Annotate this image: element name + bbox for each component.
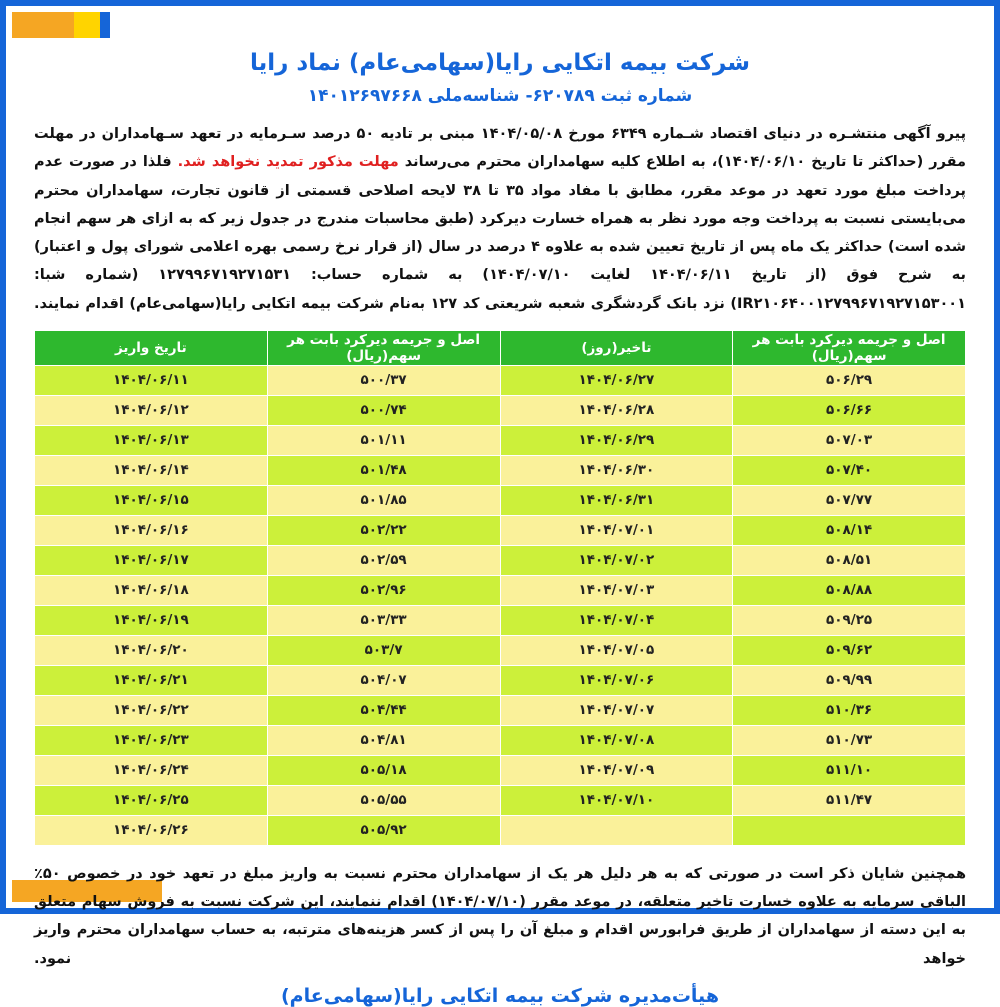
- table-cell: ۱۴۰۴/۰۶/۱۷: [35, 545, 268, 575]
- table-cell: ۱۴۰۴/۰۶/۳۰: [500, 455, 733, 485]
- table-cell: ۵۰۵/۹۲: [267, 815, 500, 845]
- penalty-table: [34, 330, 966, 846]
- table-header-cell-2: اصل و جریمه دیرکرد بابت هر سهم(ریال): [267, 330, 500, 365]
- table-cell: ۵۰۴/۸۱: [267, 725, 500, 755]
- table-row: [35, 545, 966, 575]
- table-row: [35, 365, 966, 395]
- table-header-cell-1: تاخیر(روز): [500, 330, 733, 365]
- table-cell: ۵۰۷/۴۰: [733, 455, 966, 485]
- table-cell: ۱۴۰۴/۰۷/۱۰: [500, 785, 733, 815]
- table-cell: ۵۰۰/۷۴: [267, 395, 500, 425]
- table-cell: ۱۴۰۴/۰۶/۲۱: [35, 665, 268, 695]
- table-cell: ۱۴۰۴/۰۶/۲۸: [500, 395, 733, 425]
- table-cell: ۱۴۰۴/۰۷/۰۳: [500, 575, 733, 605]
- table-cell: ۵۰۹/۶۲: [733, 635, 966, 665]
- table-cell: ۵۰۴/۰۷: [267, 665, 500, 695]
- table-cell: ۱۴۰۴/۰۶/۲۳: [35, 725, 268, 755]
- table-cell: ۵۰۷/۷۷: [733, 485, 966, 515]
- table-cell: ۵۰۴/۴۴: [267, 695, 500, 725]
- paragraph-part-one: پیرو آگهی منتشـره در دنیای اقتصاد شـماره ۶۳۴۹ مورخ ۱۴۰۴/۰۵/۰۸ مبنی بر تادیه ۵۰ درصد سـرمایه در تعهد سـهامداران در مهلت مقرر (حداکثر تا تاریخ ۱۴۰۴/۰۶/۱۰)، به اطلاع کلیه سهامداران محترم می‌رساند: [34, 126, 967, 171]
- table-row: [35, 425, 966, 455]
- table-row: [35, 515, 966, 545]
- table-row: [35, 485, 966, 515]
- signature-line: هیأت‌مدیره شرکت بیمه اتکایی رایا(سهامی‌عام): [280, 984, 719, 1007]
- penalty-table-wrapper: [34, 330, 966, 846]
- corner-decoration-yellow: [74, 12, 100, 38]
- table-cell: ۱۴۰۴/۰۶/۲۰: [35, 635, 268, 665]
- table-row: [35, 695, 966, 725]
- table-row: [35, 815, 966, 845]
- table-cell: ۱۴۰۴/۰۷/۰۲: [500, 545, 733, 575]
- table-cell: ۵۰۸/۵۱: [733, 545, 966, 575]
- table-cell: [500, 815, 733, 845]
- table-row: [35, 725, 966, 755]
- table-cell: ۱۴۰۴/۰۶/۱۹: [35, 605, 268, 635]
- table-cell: ۱۴۰۴/۰۶/۲۵: [35, 785, 268, 815]
- table-row: [35, 575, 966, 605]
- table-cell: [733, 815, 966, 845]
- table-cell: ۵۱۰/۳۶: [733, 695, 966, 725]
- table-cell: ۱۴۰۴/۰۶/۱۱: [35, 365, 268, 395]
- table-cell: ۵۰۸/۸۸: [733, 575, 966, 605]
- table-cell: ۵۰۱/۴۸: [267, 455, 500, 485]
- table-cell: ۵۰۲/۹۶: [267, 575, 500, 605]
- corner-decoration-orange: [12, 12, 74, 38]
- table-cell: ۵۰۹/۹۹: [733, 665, 966, 695]
- table-header-row: [35, 330, 966, 365]
- table-cell: ۵۱۰/۷۳: [733, 725, 966, 755]
- table-cell: ۱۴۰۴/۰۶/۲۶: [35, 815, 268, 845]
- document-content: [12, 38, 988, 1007]
- table-cell: ۵۰۸/۱۴: [733, 515, 966, 545]
- table-cell: ۱۴۰۴/۰۶/۲۹: [500, 425, 733, 455]
- table-row: [35, 395, 966, 425]
- table-row: [35, 455, 966, 485]
- table-cell: ۱۴۰۴/۰۶/۲۴: [35, 755, 268, 785]
- table-cell: ۱۴۰۴/۰۶/۲۷: [500, 365, 733, 395]
- table-cell: ۱۴۰۴/۰۶/۱۸: [35, 575, 268, 605]
- table-header-cell-3: تاریخ واریز: [35, 330, 268, 365]
- paragraph-highlight: مهلت مذکور تمدید نخواهد شد.: [177, 154, 399, 171]
- table-cell: ۱۴۰۴/۰۶/۱۶: [35, 515, 268, 545]
- table-cell: ۵۰۵/۱۸: [267, 755, 500, 785]
- corner-decoration-blue: [100, 12, 110, 38]
- table-cell: ۱۴۰۴/۰۶/۱۵: [35, 485, 268, 515]
- table-body: [35, 365, 966, 845]
- table-row: [35, 665, 966, 695]
- table-cell: ۵۱۱/۱۰: [733, 755, 966, 785]
- table-cell: ۵۰۳/۳۳: [267, 605, 500, 635]
- table-cell: ۵۰۳/۷: [267, 635, 500, 665]
- table-cell: ۵۰۲/۲۲: [267, 515, 500, 545]
- table-row: [35, 755, 966, 785]
- table-cell: ۱۴۰۴/۰۷/۰۴: [500, 605, 733, 635]
- table-cell: ۱۴۰۴/۰۷/۰۹: [500, 755, 733, 785]
- footer-note: همچنین شایان ذکر است در صورتی که به هر دلیل هر یک از سهامداران محترم نسبت به واریز مبلغ در تعهد خود در خصوص ۵۰٪ الباقی سرمایه به علاوه خسارت تاخیر متعلقه، در موعد مقرر (۱۴۰۴/۰۷/۱۰) اقدام ننمایند، این شرکت نسبت به فروش سهام متعلق به این دسته از سهامداران از طریق فرابورس اقدام و مبلغ آن را پس از کسر هزینه‌های مترتبه، به حساب سهامداران محترم واریز خواهد نمود.: [34, 865, 967, 967]
- table-cell: ۵۰۱/۸۵: [267, 485, 500, 515]
- table-cell: ۱۴۰۴/۰۶/۱۳: [35, 425, 268, 455]
- registration-subtitle: شماره ثبت ۶۲۰۷۸۹- شناسه‌ملی ۱۴۰۱۲۶۹۷۶۶۸: [307, 86, 693, 106]
- table-row: [35, 605, 966, 635]
- main-paragraph: [34, 120, 966, 318]
- table-cell: ۵۰۵/۵۵: [267, 785, 500, 815]
- table-cell: ۱۴۰۴/۰۷/۰۸: [500, 725, 733, 755]
- table-cell: ۱۴۰۴/۰۶/۲۲: [35, 695, 268, 725]
- table-cell: ۵۰۹/۲۵: [733, 605, 966, 635]
- table-cell: ۱۴۰۴/۰۶/۱۲: [35, 395, 268, 425]
- table-cell: ۵۰۰/۳۷: [267, 365, 500, 395]
- table-cell: ۵۰۲/۵۹: [267, 545, 500, 575]
- table-cell: ۵۰۷/۰۳: [733, 425, 966, 455]
- table-cell: ۱۴۰۴/۰۷/۰۷: [500, 695, 733, 725]
- table-cell: ۱۴۰۴/۰۷/۰۵: [500, 635, 733, 665]
- page-title: شرکت بیمه اتکایی رایا(سهامی‌عام) نماد رایا: [250, 50, 750, 76]
- table-cell: ۵۰۱/۱۱: [267, 425, 500, 455]
- table-cell: ۱۴۰۴/۰۶/۱۴: [35, 455, 268, 485]
- paragraph-part-two: فلذا در صورت عدم پرداخت مبلغ مورد تعهد در موعد مقرر، مطابق با مفاد مواد ۳۵ تا ۳۸ لایحه اصلاحی قسمتی از قانون تجارت، سهامداران محترم می‌بایستی نسبت به پرداخت وجه مورد نظر به همراه خسارت دیرکرد (طبق محاسبات مندرج در جدول زیر که به ازای هر سهم انجام شده است) حداکثر یک ماه پس از تاریخ تعیین شده به علاوه ۴ درصد در سال (از قرار نرخ رسمی بهره اعلامی شورای پول و اعتبار) به شرح فوق (از تاریخ ۱۴۰۴/۰۶/۱۱ لغایت ۱۴۰۴/۰۷/۱۰) به شماره حساب: ۱۲۷۹۹۶۷۱۹۲۷۱۵۳۱ (شماره شبا: IR۲۱۰۶۴۰۰۱۲۷۹۹۶۷۱۹۲۷۱۵۳۰۰۱) نزد بانک گردشگری شعبه شریعتی کد ۱۲۷ به‌نام شرکت بیمه اتکایی رایا(سهامی‌عام) اقدام نمایند.: [34, 154, 966, 312]
- table-row: [35, 635, 966, 665]
- table-cell: ۵۰۶/۶۶: [733, 395, 966, 425]
- table-cell: ۱۴۰۴/۰۶/۳۱: [500, 485, 733, 515]
- table-cell: ۵۰۶/۲۹: [733, 365, 966, 395]
- table-cell: ۱۴۰۴/۰۷/۰۱: [500, 515, 733, 545]
- table-cell: ۱۴۰۴/۰۷/۰۶: [500, 665, 733, 695]
- table-cell: ۵۱۱/۴۷: [733, 785, 966, 815]
- table-header-cell-0: اصل و جریمه دیرکرد بابت هر سهم(ریال): [733, 330, 966, 365]
- table-row: [35, 785, 966, 815]
